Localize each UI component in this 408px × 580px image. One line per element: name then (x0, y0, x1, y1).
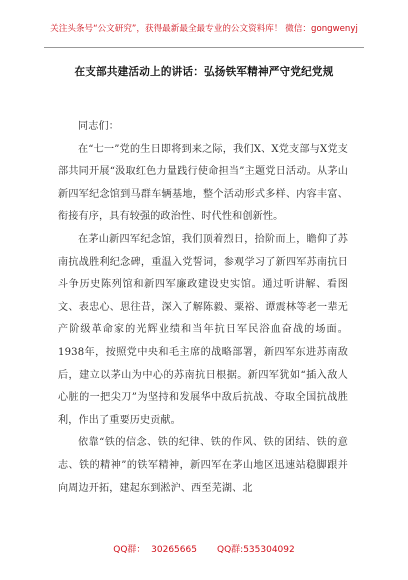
paragraph: 在茅山新四军纪念馆，我们顶着烈日，拾阶而上，瞻仰了苏南抗战胜利纪念碑，重温入党誓词，参观学习了新四军苏南抗日斗争历史陈列馆和新四军廉政建设史实馆。通过听讲解、看图文、表忠心、思往昔，深入了解陈毅、粟裕、谭震林等老一辈无产阶级革命家的光辉业绩和当年抗日军民浴血奋战的场面。1938年，按照党中央和毛主席的战略部署，新四军东进苏南敌后，建立以茅山为中心的苏南抗日根据。新四军犹如“插入敌人心脏的一把尖刀”为坚持和发展华中敌后抗战、夺取全国抗战胜利，作出了重要历史贡献。 (58, 233, 348, 426)
header-banner: 关注头条号“公文研究”，获得最新最全最专业的公文资料库！ 微信：gongwenyj (50, 24, 358, 34)
paragraph: 在“七一”党的生日即将到来之际，我们X、X党支部与X党支部共同开展“汲取红色力量践行使命担当”主题党日活动。从茅山新四军纪念馆到马群车辆基地，整个活动形式多样、内容丰富、衔接有序，具有较强的政治性、时代性和创新性。 (58, 143, 348, 223)
document-title: 在支部共建活动上的讲话：弘扬铁军精神严守党纪党规 (74, 66, 334, 78)
footer-qq-groups: QQ群： 30265665 QQ群:535304092 (113, 545, 295, 555)
header-divider (44, 47, 364, 48)
document-body (58, 116, 348, 500)
greeting: 同志们： (78, 121, 119, 132)
paragraph: 依靠“铁的信念、铁的纪律、铁的作风、铁的团结、铁的意志、铁的精神”的铁军精神，新四军在茅山地区迅速站稳脚跟并向周边开拓，建起东到淞沪、西至芜湖、北 (58, 437, 348, 494)
